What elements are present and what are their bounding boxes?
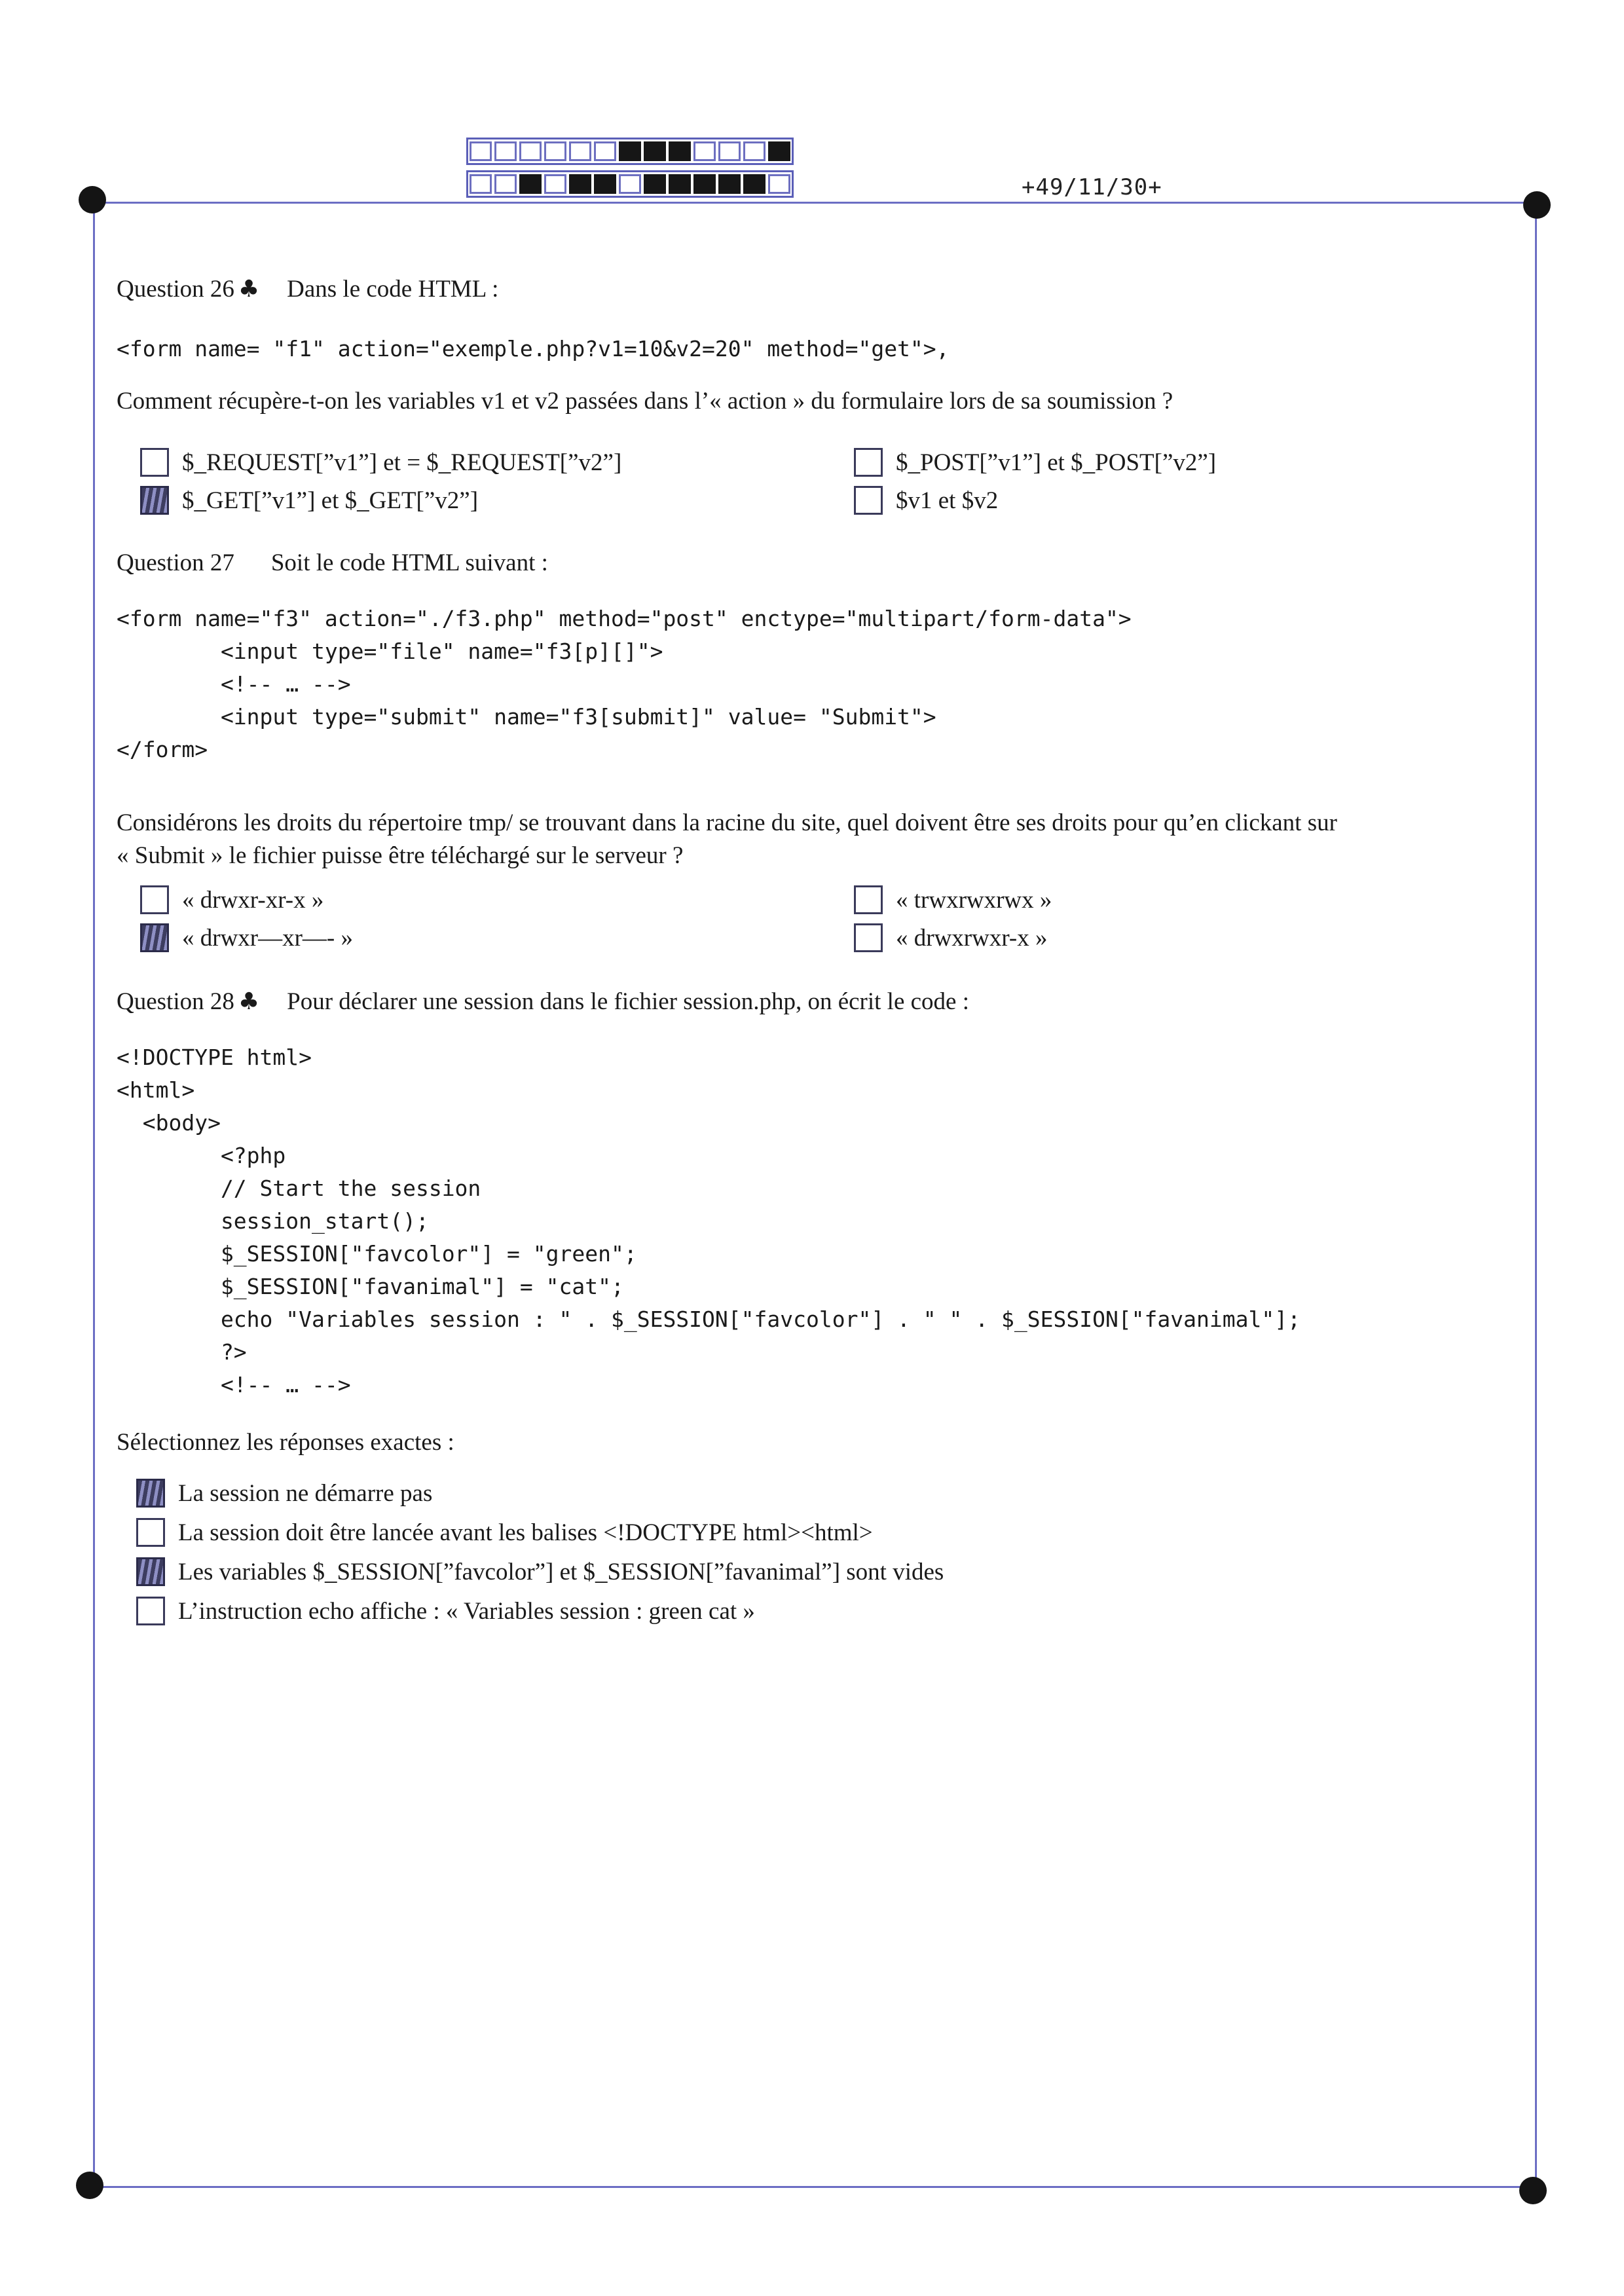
question-28-text: Sélectionnez les réponses exactes : [117,1429,454,1456]
question-text-line: « Submit » le fichier puisse être téléchargé sur le serveur ? [117,842,684,869]
code-line: <input type="submit" name="f3[submit]" value= "Submit"> [117,704,936,730]
checked-box[interactable] [140,923,169,952]
checkbox[interactable] [140,885,169,914]
answer-option[interactable] [140,923,854,952]
checked-box[interactable] [140,486,169,515]
corner-marker-bottom-right [1519,2177,1547,2204]
answer-label: $_GET[”v1”] et $_GET[”v2”] [182,487,479,514]
question-prompt: Pour déclarer une session dans le fichier session.php, on écrit le code : [287,988,969,1015]
barcode-cell [768,174,790,194]
code-line: <!-- … --> [117,671,351,697]
answer-label: La session ne démarre pas [178,1479,433,1507]
barcode-cell [544,141,566,161]
code-line: $_SESSION["favcolor"] = "green"; [117,1241,637,1267]
question-28-code [117,1041,1301,1401]
question-28-title [117,988,969,1016]
answer-option[interactable] [140,486,854,515]
barcode-cell [470,174,492,194]
exam-code: +49/11/30+ [1022,174,1162,200]
code-line: echo "Variables session : " . $_SESSION["favcolor"] . " " . $_SESSION["favanimal"]; [117,1306,1301,1332]
barcode-cell [594,141,616,161]
barcode-cell [594,174,616,194]
club-icon: ♣ [238,276,260,303]
question-27-code [117,602,1132,766]
barcode-row-top [466,138,794,165]
question-number: Question 27 [117,549,234,576]
barcode-cell [669,141,691,161]
club-icon: ♣ [238,988,260,1015]
question-27-text [117,807,1524,872]
answer-label: $_POST[”v1”] et $_POST[”v2”] [896,449,1217,476]
code-line: <body> [117,1110,221,1136]
answer-option[interactable] [854,923,1509,952]
answer-label: « drwxr—xr—- » [182,924,354,952]
barcode-cell [494,141,517,161]
code-line: <?php [117,1143,286,1168]
question-prompt: Soit le code HTML suivant : [270,549,548,576]
barcode-cell [644,141,666,161]
barcode-cell [519,174,542,194]
answer-option[interactable] [854,885,1509,914]
barcode-cell [743,174,766,194]
code-line: <input type="file" name="f3[p][]"> [117,639,663,664]
question-text-line: Considérons les droits du répertoire tmp/ se trouvant dans la racine du site, quel doivent être ses droits pour qu’en clickant sur [117,809,1337,836]
barcode-cell [569,174,591,194]
barcode-cell [693,141,716,161]
code-line: $_SESSION["favanimal"] = "cat"; [117,1274,624,1299]
code-line: <!DOCTYPE html> [117,1045,312,1070]
code-line: session_start(); [117,1208,429,1234]
checkbox[interactable] [854,486,883,515]
question-prompt: Dans le code HTML : [287,276,499,303]
barcode-cell [768,141,790,161]
answer-option[interactable] [854,486,1509,515]
answer-label: « drwxr-xr-x » [182,886,324,914]
question-27-options [117,885,1548,952]
checkbox[interactable] [854,448,883,477]
barcode-cell [619,174,641,194]
code-line: </form> [117,737,208,762]
frame-left-line [93,202,95,2187]
question-26-options [117,448,1548,515]
answer-label: Les variables $_SESSION[”favcolor”] et $_SESSION[”favanimal”] sont vides [178,1558,944,1585]
code-line: <html> [117,1077,195,1103]
code-line: // Start the session [117,1176,481,1201]
checkbox[interactable] [854,885,883,914]
question-26-text: Comment récupère-t-on les variables v1 et v2 passées dans l’« action » du formulaire lors de sa soumission ? [117,388,1173,415]
question-number: Question 26 [117,276,234,303]
question-26-title [117,275,498,303]
code-line: ?> [117,1339,247,1365]
corner-marker-top-left [79,186,106,213]
answer-option[interactable] [136,1479,944,1508]
checked-box[interactable] [136,1557,165,1586]
barcode-cell [743,141,766,161]
corner-marker-top-right [1523,191,1551,219]
question-28-options [117,1479,944,1625]
checked-box[interactable] [136,1479,165,1508]
answer-label: L’instruction echo affiche : « Variables session : green cat » [178,1597,755,1625]
barcode-cell [494,174,517,194]
frame-top-line [93,202,1536,204]
barcode-row-bottom [466,170,794,198]
code-line: <!-- … --> [117,1372,351,1398]
barcode-cell [669,174,691,194]
question-number: Question 28 [117,988,234,1015]
barcode-cell [569,141,591,161]
answer-option[interactable] [140,448,854,477]
answer-label: $_REQUEST[”v1”] et = $_REQUEST[”v2”] [182,449,622,476]
question-27-title [117,549,548,577]
answer-option[interactable] [140,885,854,914]
frame-bottom-line [93,2186,1536,2188]
answer-label: $v1 et $v2 [896,487,999,514]
code-line: <form name="f3" action="./f3.php" method="post" enctype="multipart/form-data"> [117,606,1132,631]
answer-label: « drwxrwxr-x » [896,924,1048,952]
barcode-cell [544,174,566,194]
barcode-cell [470,141,492,161]
barcode-cell [718,174,741,194]
answer-option[interactable] [136,1557,944,1586]
checkbox[interactable] [136,1518,165,1547]
answer-label: La session doit être lancée avant les balises <!DOCTYPE html><html> [178,1519,873,1546]
barcode-cell [619,141,641,161]
checkbox[interactable] [136,1597,165,1625]
barcode-cell [718,141,741,161]
checkbox[interactable] [140,448,169,477]
checkbox[interactable] [854,923,883,952]
barcode-cell [693,174,716,194]
corner-marker-bottom-left [76,2172,103,2199]
answer-option[interactable] [854,448,1509,477]
barcode-cell [644,174,666,194]
question-26-code: <form name= "f1" action="exemple.php?v1=10&v2=20" method="get">, [117,336,950,361]
answer-label: « trwxrwxrwx » [896,886,1052,914]
answer-option[interactable] [136,1518,944,1547]
answer-option[interactable] [136,1597,944,1625]
barcode-cell [519,141,542,161]
